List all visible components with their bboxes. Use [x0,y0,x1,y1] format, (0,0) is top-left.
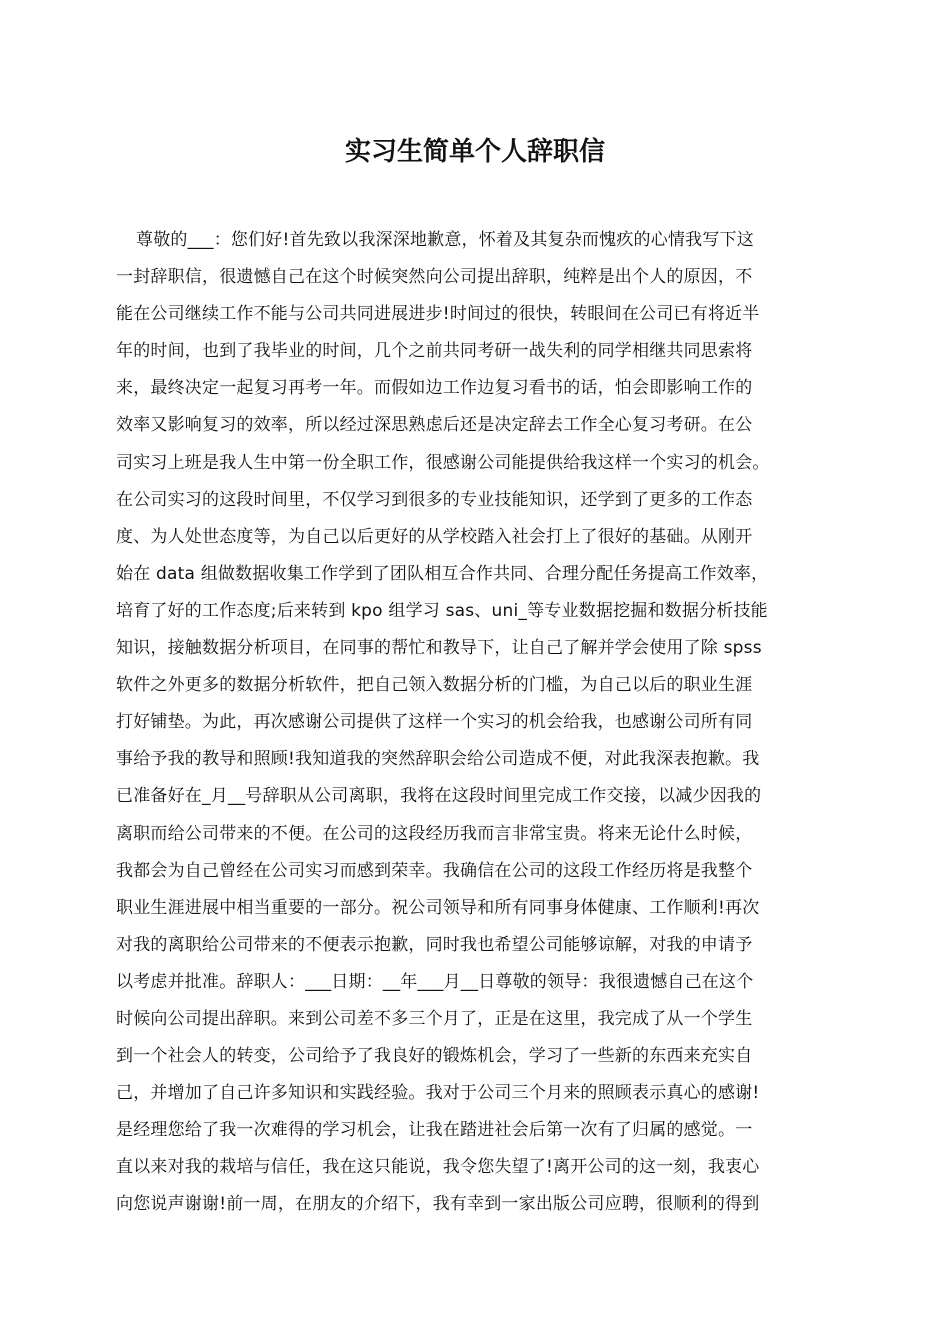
letter-line: 已准备好在_月__号辞职从公司离职，我将在这段时间里完成工作交接，以减少因我的 [116,786,762,807]
letter-line: 离职而给公司带来的不便。在公司的这段经历我而言非常宝贵。将来无论什么时候， [116,823,753,844]
letter-body [116,222,836,1224]
letter-line: 始在 data 组做数据收集工作学到了团队相互合作共同、合理分配任务提高工作效率， [116,563,769,584]
letter-line: 直以来对我的栽培与信任，我在这只能说，我令您失望了!离开公司的这一刻，我衷心 [116,1157,760,1178]
letter-line: 培育了好的工作态度;后来转到 kpo 组学习 sas、uni_等专业数据挖掘和数据分析技能 [116,600,768,621]
letter-line: 知识，接触数据分析项目，在同事的帮忙和教导下，让自己了解并学会使用了除 spss [116,638,762,659]
letter-line: 向您说声谢谢!前一周，在朋友的介绍下，我有幸到一家出版公司应聘，很顺利的得到 [116,1194,760,1215]
letter-line: 己，并增加了自己许多知识和实践经验。我对于公司三个月来的照顾表示真心的感谢! [116,1083,760,1104]
document-title: 实习生简单个人辞职信 [344,137,605,167]
letter-line: 到一个社会人的转变，公司给予了我良好的锻炼机会，学习了一些新的东西来充实自 [116,1046,753,1067]
letter-line: 是经理您给了我一次难得的学习机会，让我在踏进社会后第一次有了归属的感觉。一 [116,1120,753,1141]
letter-line: 效率又影响复习的效率，所以经过深思熟虑后还是决定辞去工作全心复习考研。在公 [116,415,753,436]
letter-line: 年的时间，也到了我毕业的时间，几个之前共同考研一战失利的同学相继共同思索将 [116,341,753,362]
letter-line: 我都会为自己曾经在公司实习而感到荣幸。我确信在公司的这段工作经历将是我整个 [116,860,753,881]
letter-line: 在公司实习的这段时间里，不仅学习到很多的专业技能知识，还学到了更多的工作态 [116,489,753,510]
letter-line: 司实习上班是我人生中第一份全职工作，很感谢公司能提供给我这样一个实习的机会。 [116,452,770,473]
letter-line: 以考虑并批准。辞职人：___日期：__年___月__日尊敬的领导：我很遗憾自己在这个 [116,971,754,992]
letter-line: 软件之外更多的数据分析软件，把自己领入数据分析的门槛，为自己以后的职业生涯 [116,675,753,696]
letter-line: 打好铺垫。为此，再次感谢公司提供了这样一个实习的机会给我，也感谢公司所有同 [116,712,753,733]
letter-line: 时候向公司提出辞职。来到公司差不多三个月了，正是在这里，我完成了从一个学生 [116,1008,753,1029]
letter-line: 事给予我的教导和照顾!我知道我的突然辞职会给公司造成不便，对此我深表抱歉。我 [116,749,760,770]
letter-line: 度、为人处世态度等，为自己以后更好的从学校踏入社会打上了很好的基础。从刚开 [116,526,753,547]
letter-line: 职业生涯进展中相当重要的一部分。祝公司领导和所有同事身体健康、工作顺利!再次 [116,897,760,918]
letter-line: 尊敬的___：您们好!首先致以我深深地歉意，怀着及其复杂而愧疚的心情我写下这 [136,230,754,250]
letter-line: 能在公司继续工作不能与公司共同进展进步!时间过的很快，转眼间在公司已有将近半 [116,304,760,325]
letter-line: 一封辞职信，很遗憾自己在这个时候突然向公司提出辞职，纯粹是出个人的原因，不 [116,267,753,288]
letter-line: 对我的离职给公司带来的不便表示抱歉，同时我也希望公司能够谅解，对我的申请予 [116,934,753,955]
letter-line: 来，最终决定一起复习再考一年。而假如边工作边复习看书的话，怕会即影响工作的 [116,378,753,399]
